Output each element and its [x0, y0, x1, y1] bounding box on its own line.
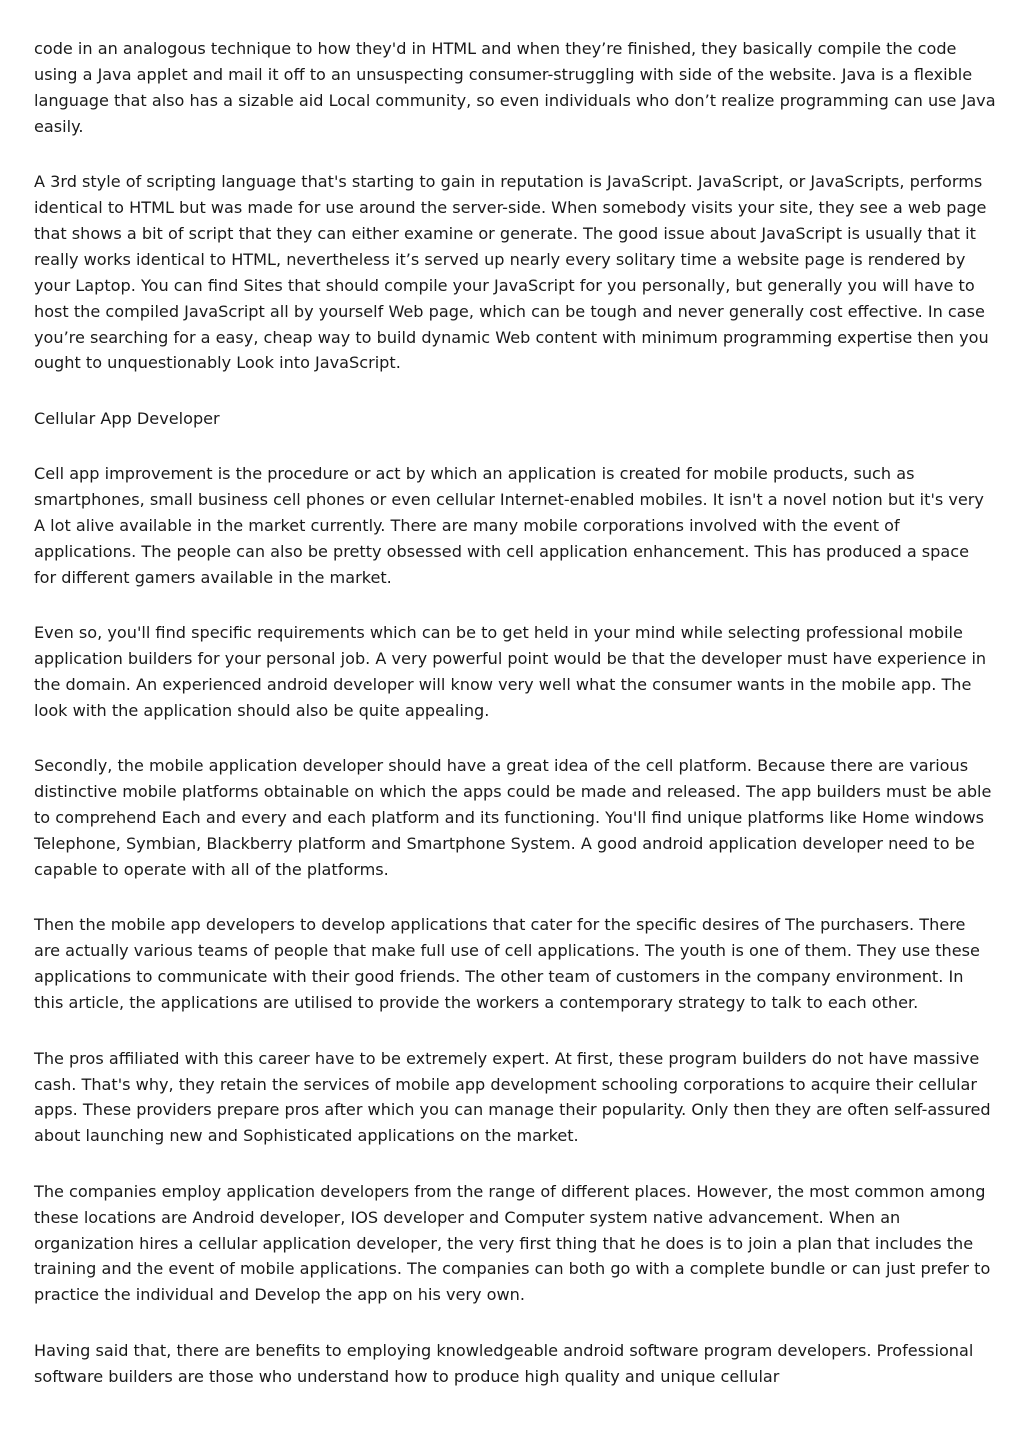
paragraph-java: code in an analogous technique to how they'd in HTML and when they’re finished, they basically compile the code using a Java applet and mail it off to an unsuspecting consumer-struggling with side of the website. Java is a flexible language that also has a sizable aid Local community, so even individuals who don’t realize programming can use Java easily. — [34, 39, 996, 136]
paragraph-requirements: Even so, you'll find specific requirements which can be to get held in your mind while selecting professional mobile application builders for your personal job. A very powerful point would be that the developer must have experience in the domain. An experienced android developer will know very well what the consumer wants in the mobile app. The look with the application should also be quite appealing. — [34, 623, 987, 721]
section-heading: Cellular App Developer — [34, 408, 220, 428]
paragraph-customer-teams: Then the mobile app developers to develop applications that cater for the specific desires of The purchasers. There are actually various teams of people that make full use of cell applications. The youth is one of them. They use these applications to communicate with their good friends. The other team of customers in the company environment. In this article, the applications are utilised to provide the workers a contemporary strategy to talk to each other. — [34, 915, 980, 1013]
paragraph-pros: The pros affiliated with this career have to be extremely expert. At first, these program builders do not have massive cash. That's why, they retain the services of mobile app development schooling corporations to acquire their cellular apps. These providers prepare pros after which you can manage their popularity. Only then they are often self-assured about launching new and Sophisticated applications on the market. — [34, 1048, 991, 1146]
document-page — [34, 36, 996, 1419]
paragraph-cell-app-improvement: Cell app improvement is the procedure or act by which an application is created for mobile products, such as smartphones, small business cell phones or even cellular Internet-enabled mobiles. It isn't a novel notion but it's very A lot alive available in the market currently. There are many mobile corporations involved with the event of applications. The people can also be pretty obsessed with cell application enhancement. This has produced a space for different gamers available in the market. — [34, 464, 984, 587]
paragraph-companies: The companies employ application developers from the range of different places. However, the most common among these locations are Android developer, IOS developer and Computer system native advancement. When an organization hires a cellular application developer, the very first thing that he does is to join a plan that includes the training and the event of mobile applications. The companies can both go with a complete bundle or can just prefer to practice the individual and Develop the app on his very own. — [34, 1181, 991, 1305]
paragraph-javascript: A 3rd style of scripting language that's starting to gain in reputation is JavaScript. JavaScript, or JavaScripts, performs identical to HTML but was made for use around the server-side. When somebody visits your site, they see a web page that shows a bit of script that they can either examine or generate. The good issue about JavaScript is usually that it really works identical to HTML, nevertheless it’s served up nearly every solitary time a website page is rendered by your Laptop. You can find Sites that should compile your JavaScript for you personally, but generally you will have to host the compiled JavaScript all by yourself Web page, which can be tough and never generally cost effective. In case you’re searching for a easy, cheap way to build dynamic Web content with minimum programming expertise then you ought to unquestionably Look into JavaScript. — [34, 172, 989, 373]
paragraph-platforms: Secondly, the mobile application developer should have a great idea of the cell platform. Because there are various distinctive mobile platforms obtainable on which the apps could be made and released. The app builders must be able to comprehend Each and every and each platform and its functioning. You'll find unique platforms like Home windows Telephone, Symbian, Blackberry platform and Smartphone System. A good android application developer need to be capable to operate with all of the platforms. — [34, 756, 992, 880]
paragraph-benefits: Having said that, there are benefits to employing knowledgeable android software program developers. Professional software builders are those who understand how to produce high quality and unique cellular — [34, 1340, 974, 1386]
